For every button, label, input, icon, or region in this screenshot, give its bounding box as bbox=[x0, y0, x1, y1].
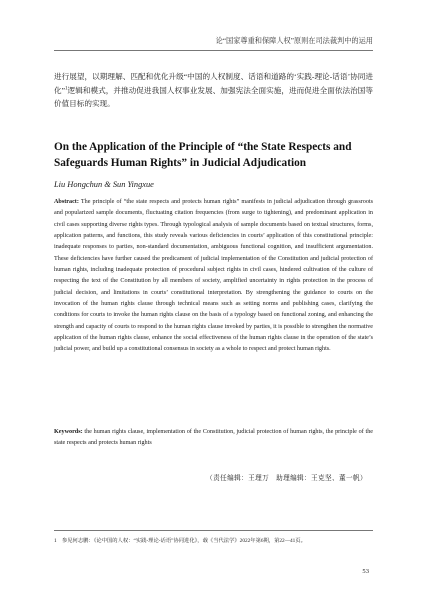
abstract-text: The principle of “the state respects and protects human rights” manifests in judicial adjudication through grassroots and popularized sample documents, fluctuating citation frequencies (from surge to tightening), and predominant application in civil cases supporting diverse rights types. Through typological analysis of sample documents based on textual structures, forms, application patterns, and functions, this study reveals various deficiencies in courts’ application of this constitutional principle: inadequate responses to parties, non-standard documentation, ambiguous functional cognition, and insufficient argumentation. These deficiencies have further caused the predicament of judicial implementation of the Constitution and judicial protection of human rights, including inadequate protection of procedural subject rights in civil cases, hindered cultivation of the culture of respecting the text of the Constitution by all members of society, amplified uncertainty in rights protection in the process of judicial decision, and limitations in courts’ constitutional interpretation. By strengthening the guidance to courts on the invocation of the human rights clause through technical means such as setting norms and publishing cases, clarifying the conditions for courts to invoke the human rights clause on the basis of a typology based on functional zoning, and enhancing the strength and capacity of courts to respond to the human rights clause invoked by parties, it is possible to strengthen the normative application of the human rights clause, enhance the social effectiveness of the human rights clause in the operation of the state’s judicial power, and build up a constitutional consensus in society as a whole to respect and protect human rights. bbox=[54, 199, 373, 353]
keywords bbox=[54, 427, 373, 450]
editor-credits: （责任编辑：王理万 助理编辑：王克坚、董一帆） bbox=[206, 475, 367, 482]
footnote-ref[interactable]: 1 bbox=[65, 86, 68, 92]
page-number: 53 bbox=[362, 568, 369, 575]
abstract bbox=[54, 197, 373, 356]
authors: Liu Hongchun & Sun Yingxue bbox=[54, 180, 154, 189]
abstract-label: Abstract: bbox=[54, 199, 79, 205]
intro-text: 进行展望，以期理解、匹配和优化升级“中国的人权制度、话语和道路的‘实践-理论-话语’协同进化” bbox=[54, 72, 373, 95]
footnote: 1 参见何志鹏：《论中国的人权：“实践-理论-话语”协同进化》，载《当代法学》2022年第6期，第22—41页。 bbox=[54, 538, 306, 544]
header-rule bbox=[54, 50, 373, 51]
intro-paragraph bbox=[54, 70, 373, 111]
running-head: 论“国家尊重和保障人权”原则在司法裁判中的运用 bbox=[215, 37, 373, 45]
footnote-rule bbox=[54, 530, 373, 531]
keywords-text: the human rights clause, implementation of the Constitution, judicial protection of human rights, the principle of the state respects and protects human rights bbox=[54, 429, 373, 447]
keywords-label: Keywords: bbox=[54, 429, 83, 435]
article-title: On the Application of the Principle of “the State Respects and Safeguards Human Rights” in Judicial Adjudication bbox=[54, 141, 352, 169]
intro-text-continued: 逻辑和模式，并推动促进我国人权事业发展、加强宪法全面实施，进而促进全面依法治国等价值目标的实现。 bbox=[54, 85, 373, 109]
